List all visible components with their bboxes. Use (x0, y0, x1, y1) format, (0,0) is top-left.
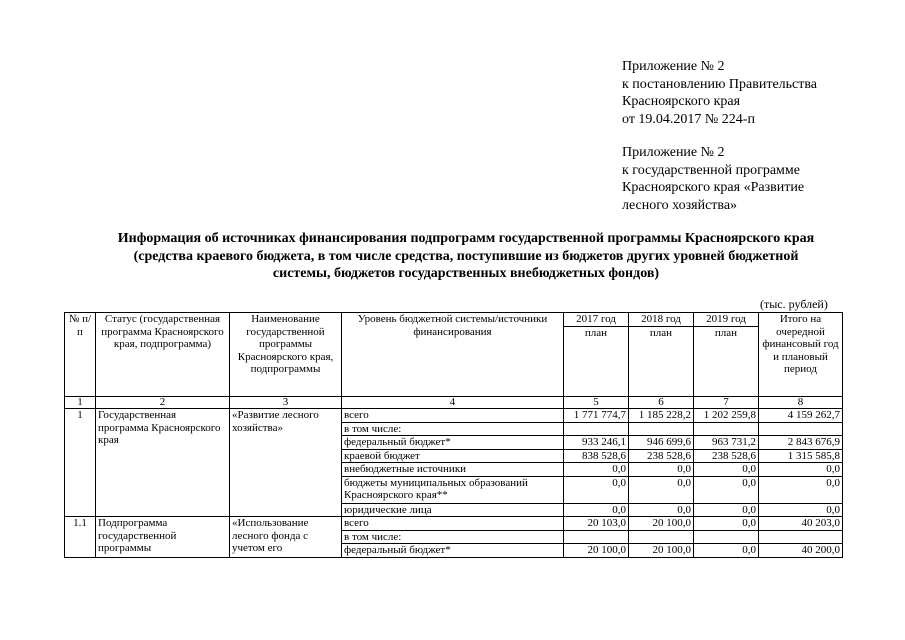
appendix-line: Красноярского края (622, 94, 741, 109)
value-total-cell (759, 530, 843, 544)
row-name-cell: «Развитие лесного хозяйства» (230, 409, 342, 517)
column-number-row (65, 397, 843, 409)
funding-level-cell: бюджеты муниципальных образований Красноярского края** (342, 476, 564, 503)
value-2018-cell: 20 100,0 (629, 544, 694, 558)
value-2017-cell: 0,0 (564, 503, 629, 517)
value-2017-cell: 838 528,6 (564, 449, 629, 463)
value-total-cell: 4 159 262,7 (759, 409, 843, 423)
value-2017-cell (564, 530, 629, 544)
value-2018-cell: 0,0 (629, 476, 694, 503)
document-title (60, 230, 872, 283)
value-2018-cell: 0,0 (629, 503, 694, 517)
value-total-cell: 40 200,0 (759, 544, 843, 558)
header-name: Наименование государственной программы Красноярского края, подпрограммы (230, 313, 342, 397)
funding-level-cell: всего (342, 409, 564, 423)
value-total-cell: 0,0 (759, 463, 843, 477)
value-2019-cell: 963 731,2 (694, 436, 759, 450)
header-year-label: 2018 год (629, 313, 693, 327)
value-2019-cell: 0,0 (694, 463, 759, 477)
row-status-cell: Подпрограмма государственной программы (96, 517, 230, 558)
value-total-cell: 0,0 (759, 476, 843, 503)
units-label: (тыс. рублей) (760, 297, 828, 311)
header-2018 (629, 313, 694, 397)
value-2019-cell: 1 202 259,8 (694, 409, 759, 423)
value-2019-cell (694, 530, 759, 544)
header-year-label: 2019 год (694, 313, 758, 327)
appendix-line: лесного хозяйства» (622, 197, 738, 213)
title-line: Информация об источниках финансирования подпрограмм государственной программы Красноярского края (117, 231, 815, 246)
funding-level-cell: в том числе: (342, 530, 564, 544)
header-num: № п/п (65, 313, 96, 397)
header-2017 (564, 313, 629, 397)
column-number: 2 (96, 397, 230, 409)
row-status-cell: Государственная программа Красноярского края (96, 409, 230, 517)
value-2017-cell: 1 771 774,7 (564, 409, 629, 423)
appendix-line: к постановлению Правительства (622, 76, 818, 92)
appendix-line: Приложение № 2 (622, 59, 725, 74)
row-num-cell: 1.1 (65, 517, 96, 558)
value-2018-cell: 238 528,6 (629, 449, 694, 463)
value-2019-cell: 0,0 (694, 517, 759, 531)
value-total-cell: 1 315 585,8 (759, 449, 843, 463)
appendix-line: Красноярского края «Развитие (622, 180, 805, 195)
value-2017-cell: 0,0 (564, 476, 629, 503)
column-number: 8 (759, 397, 843, 409)
value-2017-cell: 20 100,0 (564, 544, 629, 558)
header-status: Статус (государственная программа Красноярского края, подпрограмма) (96, 313, 230, 397)
header-plan-label: план (584, 326, 608, 339)
value-2017-cell: 0,0 (564, 463, 629, 477)
value-2017-cell: 933 246,1 (564, 436, 629, 450)
value-2017-cell: 20 103,0 (564, 517, 629, 531)
value-2018-cell: 0,0 (629, 463, 694, 477)
column-number: 3 (230, 397, 342, 409)
value-2019-cell: 0,0 (694, 503, 759, 517)
title-line: (средства краевого бюджета, в том числе средства, поступившие из бюджетов других уровней бюджетной (133, 248, 799, 264)
appendix-to-resolution (622, 58, 817, 128)
funding-level-cell: юридические лица (342, 503, 564, 517)
value-2019-cell: 238 528,6 (694, 449, 759, 463)
value-2017-cell (564, 422, 629, 436)
value-2018-cell: 946 699,6 (629, 436, 694, 450)
column-number: 4 (342, 397, 564, 409)
value-2018-cell: 1 185 228,2 (629, 409, 694, 423)
table-header-row (65, 313, 843, 397)
value-2018-cell: 20 100,0 (629, 517, 694, 531)
value-total-cell: 2 843 676,9 (759, 436, 843, 450)
appendix-to-program (622, 144, 804, 214)
column-number: 5 (564, 397, 629, 409)
header-plan-label: план (649, 326, 673, 339)
value-2018-cell (629, 422, 694, 436)
value-total-cell: 40 203,0 (759, 517, 843, 531)
column-number: 6 (629, 397, 694, 409)
column-number: 1 (65, 397, 96, 409)
row-name-cell: «Использование лесного фонда с учетом его (230, 517, 342, 558)
table-row (65, 517, 843, 531)
funding-level-cell: в том числе: (342, 422, 564, 436)
appendix-line: Приложение № 2 (622, 145, 725, 160)
header-2019 (694, 313, 759, 397)
header-total: Итого на очередной финансовый год и плановый период (759, 313, 843, 397)
financing-table (64, 312, 843, 558)
value-2019-cell: 0,0 (694, 476, 759, 503)
appendix-line: к государственной программе (622, 162, 800, 178)
header-plan-label: план (714, 326, 738, 339)
row-num-cell: 1 (65, 409, 96, 517)
value-2018-cell (629, 530, 694, 544)
funding-level-cell: федеральный бюджет* (342, 544, 564, 558)
funding-level-cell: федеральный бюджет* (342, 436, 564, 450)
value-total-cell (759, 422, 843, 436)
header-year-label: 2017 год (564, 313, 628, 327)
appendix-line: от 19.04.2017 № 224-п (622, 111, 755, 127)
table-row (65, 409, 843, 423)
header-level: Уровень бюджетной системы/источники финансирования (342, 313, 564, 397)
funding-level-cell: всего (342, 517, 564, 531)
value-total-cell: 0,0 (759, 503, 843, 517)
value-2019-cell (694, 422, 759, 436)
funding-level-cell: краевой бюджет (342, 449, 564, 463)
column-number: 7 (694, 397, 759, 409)
title-line: системы, бюджетов государственных внебюджетных фондов) (272, 266, 660, 281)
funding-level-cell: внебюджетные источники (342, 463, 564, 477)
value-2019-cell: 0,0 (694, 544, 759, 558)
